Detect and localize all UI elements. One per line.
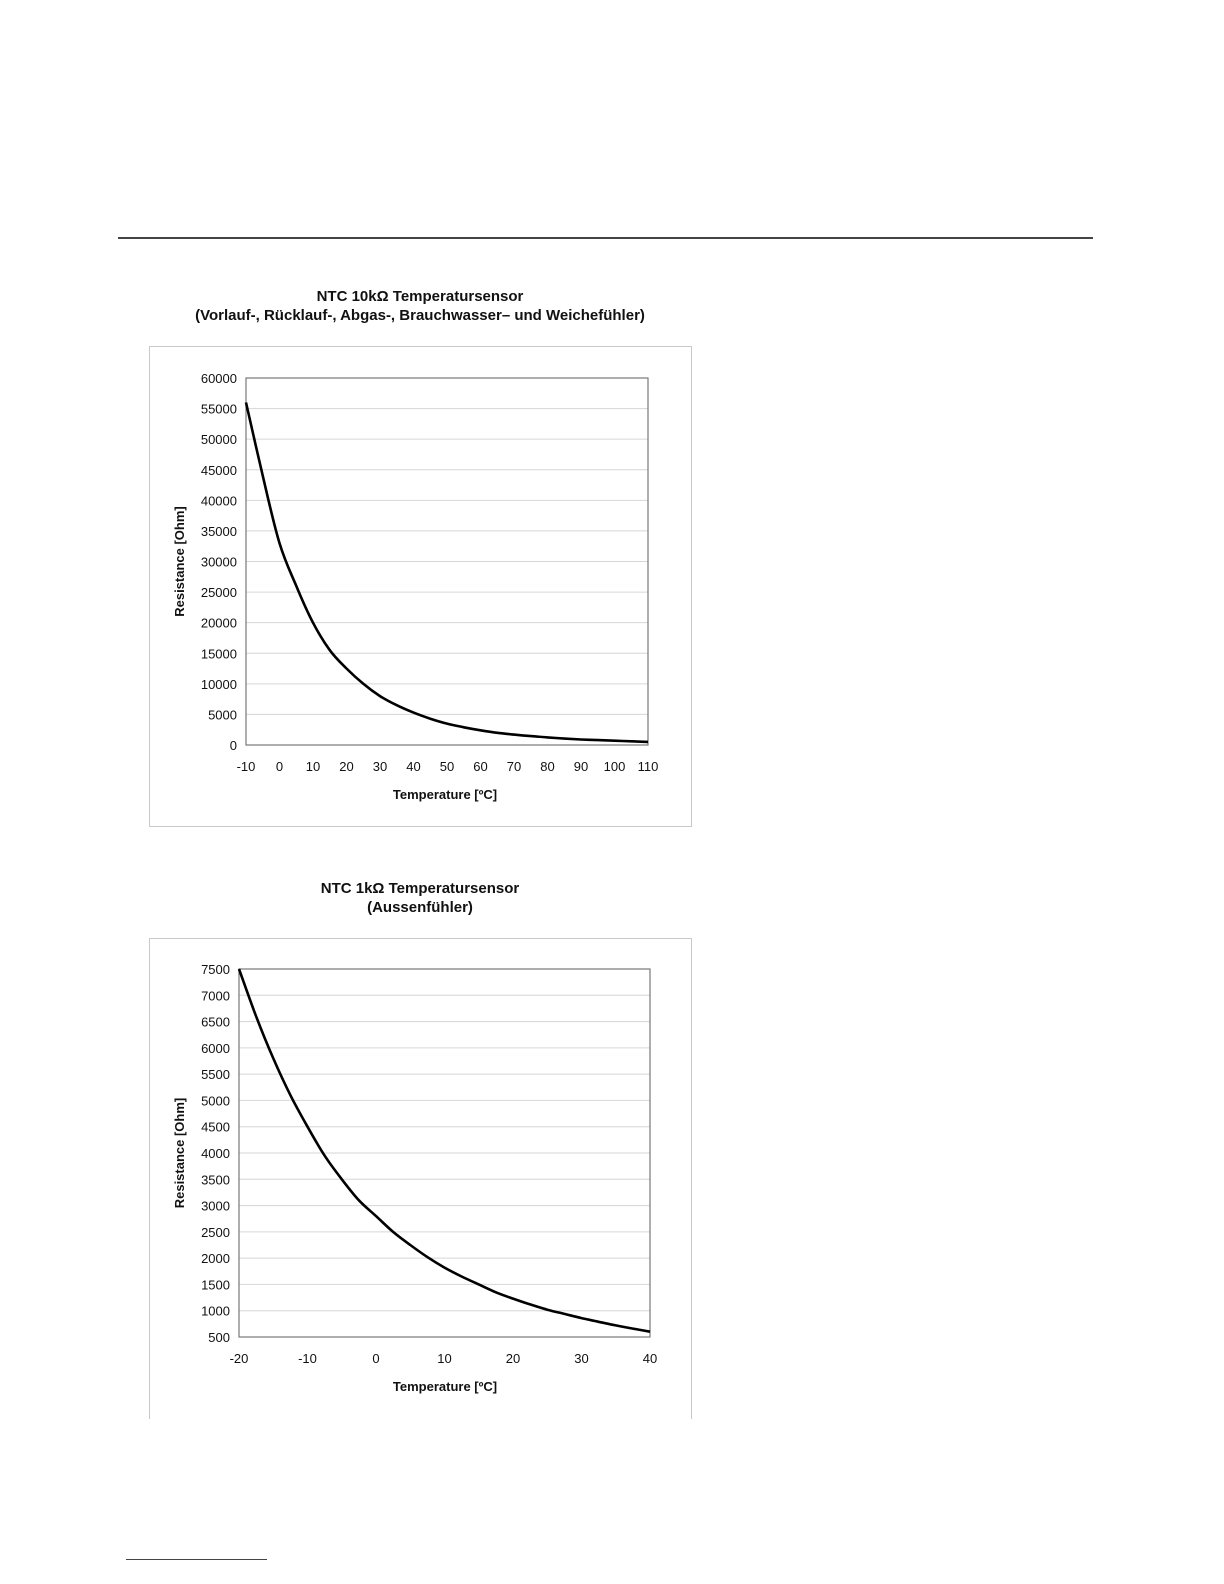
chart-2-y-tick-label: 6000 bbox=[201, 1040, 230, 1056]
chart-1-y-tick-label: 25000 bbox=[200, 585, 237, 601]
chart-2-y-tick-label: 7500 bbox=[201, 962, 230, 977]
chart-2-y-tick-label: 2000 bbox=[201, 1251, 230, 1267]
chart-1-x-tick-label: 70 bbox=[506, 759, 522, 774]
chart-2-x-tick-label: 10 bbox=[437, 1351, 452, 1366]
chart-2-subtitle: (Aussenfühler) bbox=[367, 899, 473, 916]
footnote-rule bbox=[126, 1559, 267, 1560]
chart-1-y-tick-label: 60000 bbox=[200, 371, 237, 386]
chart-1-y-tick-label: 50000 bbox=[200, 432, 237, 448]
chart-2-x-tick-label: 20 bbox=[505, 1351, 521, 1366]
chart-1-series-line bbox=[246, 403, 648, 742]
chart-2-x-tick-label: 30 bbox=[574, 1351, 589, 1366]
chart-1-x-tick-label: 50 bbox=[439, 759, 455, 774]
chart-1-y-tick-label: 0 bbox=[229, 738, 237, 753]
chart-1-x-tick-label: 0 bbox=[275, 759, 284, 774]
chart-2-x-axis-label: Temperature [ºC] bbox=[392, 1379, 498, 1394]
chart-2-y-axis-label: Resistance [Ohm] bbox=[172, 1097, 187, 1209]
chart-1-x-tick-label: 20 bbox=[339, 759, 354, 774]
chart-1-y-tick-label: 35000 bbox=[200, 523, 237, 539]
chart-2-y-tick-label: 4500 bbox=[201, 1119, 230, 1135]
chart-2-y-tick-label: 6500 bbox=[201, 1014, 230, 1030]
chart-1-x-tick-label: 60 bbox=[473, 759, 488, 774]
chart-1-y-tick-label: 15000 bbox=[200, 646, 237, 662]
chart-1-x-tick-label: 110 bbox=[637, 759, 659, 774]
chart-2-y-tick-label: 5500 bbox=[201, 1067, 230, 1083]
chart-2-x-tick-label: 40 bbox=[642, 1351, 658, 1366]
chart-1-y-tick-label: 30000 bbox=[200, 554, 237, 570]
chart-1-x-tick-label: 80 bbox=[540, 759, 555, 774]
chart-1-x-tick-label: 90 bbox=[573, 759, 589, 774]
chart-1-y-tick-label: 55000 bbox=[200, 401, 237, 417]
chart-2-title: NTC 1kΩ Temperatursensor bbox=[320, 880, 520, 897]
chart-1-y-tick-label: 20000 bbox=[200, 615, 237, 631]
chart-2-y-tick-label: 1500 bbox=[201, 1277, 230, 1293]
chart-1-subtitle: (Vorlauf-, Rücklauf-, Abgas-, Brauchwasser– und Weichefühler) bbox=[195, 307, 645, 324]
chart-1-x-tick-label: 40 bbox=[406, 759, 421, 774]
chart-1-x-tick-label: 30 bbox=[372, 759, 388, 774]
chart-1-x-tick-label: -10 bbox=[236, 759, 256, 774]
chart-2-x-tick-label: -20 bbox=[229, 1351, 249, 1366]
chart-2-y-tick-label: 2500 bbox=[201, 1224, 230, 1240]
chart-1-y-tick-label: 40000 bbox=[200, 493, 237, 509]
chart-1-x-axis-label: Temperature [ºC] bbox=[392, 787, 498, 802]
chart-1-y-axis-label: Resistance [Ohm] bbox=[172, 506, 187, 617]
chart-2-x-tick-label: 0 bbox=[372, 1351, 380, 1366]
chart-2-y-tick-label: 7000 bbox=[201, 988, 230, 1004]
chart-1-y-tick-label: 5000 bbox=[208, 707, 237, 723]
chart-1-title: NTC 10kΩ Temperatursensor bbox=[316, 288, 524, 305]
chart-1-y-tick-label: 10000 bbox=[200, 676, 237, 692]
chart-1-x-tick-label: 10 bbox=[305, 759, 321, 774]
chart-2-y-tick-label: 4000 bbox=[201, 1146, 230, 1161]
chart-1-x-tick-label: 100 bbox=[603, 759, 626, 774]
chart-2-y-tick-label: 500 bbox=[208, 1330, 230, 1345]
chart-2-x-tick-label: -10 bbox=[298, 1351, 317, 1366]
chart-2-y-tick-label: 1000 bbox=[201, 1303, 230, 1319]
chart-2-y-tick-label: 3000 bbox=[201, 1198, 230, 1214]
chart-1-y-tick-label: 45000 bbox=[200, 462, 237, 478]
chart-2-y-tick-label: 5000 bbox=[201, 1093, 230, 1109]
chart-2-series-line bbox=[239, 969, 650, 1332]
chart-2-y-tick-label: 3500 bbox=[201, 1172, 230, 1188]
